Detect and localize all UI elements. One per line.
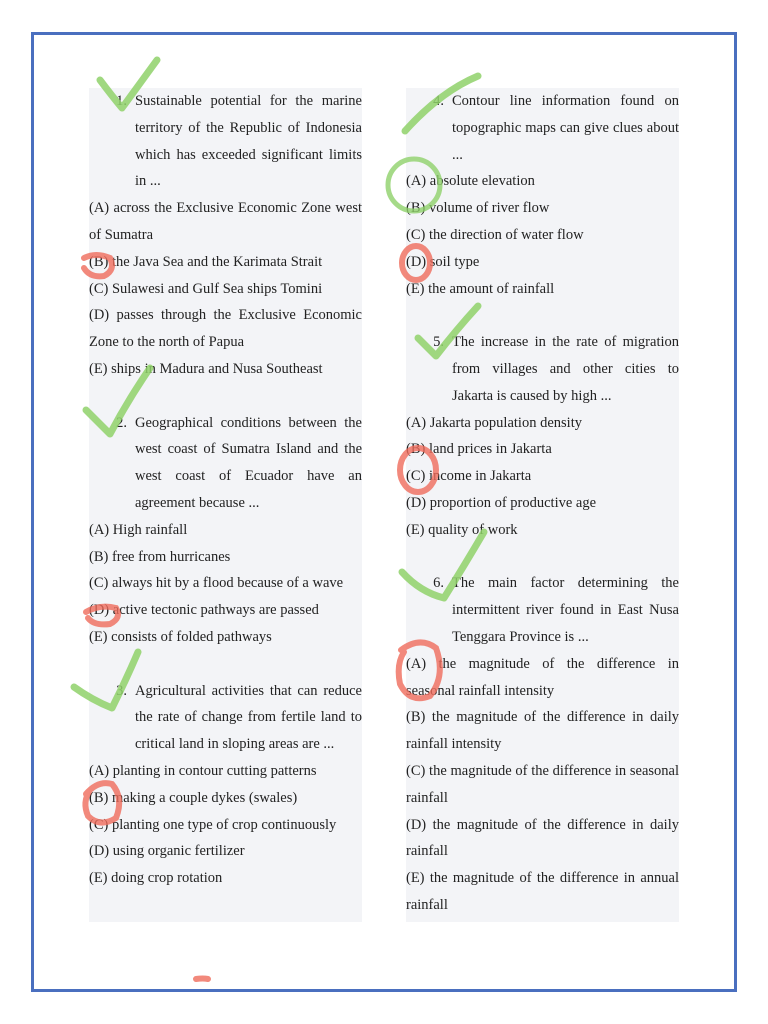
option-2c[interactable]: (C) always hit by a flood because of a wave bbox=[89, 575, 344, 592]
question-1 bbox=[89, 88, 362, 195]
option-4c[interactable]: (C) the direction of water flow bbox=[406, 226, 584, 243]
option-3c[interactable]: (C) planting one type of crop continuously bbox=[89, 816, 337, 833]
option-3b[interactable]: (B) making a couple dykes (swales) bbox=[89, 789, 298, 806]
question-6 bbox=[406, 570, 679, 650]
question-number: 3. bbox=[116, 682, 127, 699]
option-1c[interactable]: (C) Sulawesi and Gulf Sea ships Tomini bbox=[89, 280, 323, 297]
option-3e[interactable]: (E) doing crop rotation bbox=[89, 870, 223, 887]
question-number: 5. bbox=[433, 334, 444, 351]
option-4b[interactable]: (B) volume of river flow bbox=[406, 200, 550, 217]
option-1b[interactable]: (B) the Java Sea and the Karimata Strait bbox=[89, 253, 323, 270]
question-2 bbox=[89, 410, 362, 517]
option-6c[interactable]: (C) the magnitude of the difference in seasonal rainfall bbox=[406, 762, 679, 806]
option-1a[interactable]: (A) across the Exclusive Economic Zone west of Sumatra bbox=[89, 200, 362, 243]
option-4e[interactable]: (E) the amount of rainfall bbox=[406, 280, 555, 297]
left-column bbox=[89, 88, 362, 922]
question-number: 1. bbox=[116, 93, 127, 109]
question-text: Contour line information found on topographic maps can give clues about ... bbox=[452, 93, 679, 163]
option-5a[interactable]: (A) Jakarta population density bbox=[406, 414, 582, 431]
option-6e[interactable]: (E) the magnitude of the difference in annual rainfall bbox=[406, 870, 679, 913]
option-2a[interactable]: (A) High rainfall bbox=[89, 521, 188, 538]
option-2d[interactable]: (D) active tectonic pathways are passed bbox=[89, 602, 319, 619]
option-5c[interactable]: (C) income in Jakarta bbox=[406, 468, 532, 485]
option-2b[interactable]: (B) free from hurricanes bbox=[89, 548, 231, 565]
option-2e[interactable]: (E) consists of folded pathways bbox=[89, 628, 272, 645]
option-1d[interactable]: (D) passes through the Exclusive Economic Zone to the north of Papua bbox=[89, 307, 362, 351]
question-number: 2. bbox=[116, 414, 127, 431]
question-number: 6. bbox=[433, 575, 444, 592]
question-text: Sustainable potential for the marine territory of the Republic of Indonesia which has exceeded significant limits in ... bbox=[135, 93, 362, 190]
option-4d[interactable]: (D) soil type bbox=[406, 253, 480, 270]
question-5 bbox=[406, 329, 679, 409]
question-text: Agricultural activities that can reduce the rate of change from fertile land to critical land in sloping areas are ... bbox=[135, 682, 362, 753]
option-6d[interactable]: (D) the magnitude of the difference in daily rainfall bbox=[406, 816, 679, 860]
option-3d[interactable]: (D) using organic fertilizer bbox=[89, 843, 245, 860]
question-text: The main factor determining the intermittent river found in East Nusa Tenggara Province is ... bbox=[452, 575, 679, 645]
option-6a[interactable]: (A) the magnitude of the difference in seasonal rainfall intensity bbox=[406, 655, 679, 699]
option-5e[interactable]: (E) quality of work bbox=[406, 521, 518, 538]
option-5b[interactable]: (B) land prices in Jakarta bbox=[406, 441, 552, 458]
option-5d[interactable]: (D) proportion of productive age bbox=[406, 494, 597, 511]
question-4 bbox=[406, 88, 679, 168]
option-4a[interactable]: (A) absolute elevation bbox=[406, 173, 535, 190]
question-number: 4. bbox=[433, 93, 444, 109]
question-3 bbox=[89, 678, 362, 758]
question-text: The increase in the rate of migration from villages and other cities to Jakarta is caused by high ... bbox=[452, 334, 679, 404]
option-6b[interactable]: (B) the magnitude of the difference in daily rainfall intensity bbox=[406, 709, 679, 753]
option-3a[interactable]: (A) planting in contour cutting patterns bbox=[89, 762, 317, 779]
question-text: Geographical conditions between the west coast of Sumatra Island and the west coast of Ecuador have an agreement because ... bbox=[135, 414, 362, 511]
option-1e[interactable]: (E) ships in Madura and Nusa Southeast bbox=[89, 360, 323, 377]
right-column bbox=[406, 88, 679, 922]
